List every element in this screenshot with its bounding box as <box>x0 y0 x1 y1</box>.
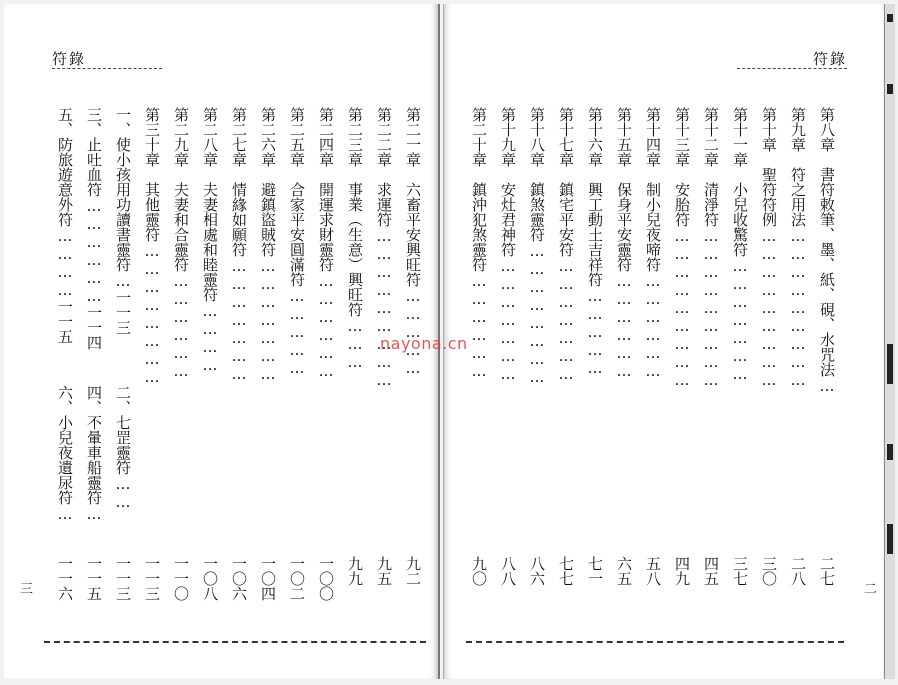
toc-entry <box>170 107 192 601</box>
toc-entry-page: 一一三 <box>114 556 132 601</box>
toc-entry-page: 七七 <box>557 556 575 586</box>
toc-entry-page: 九九 <box>346 556 364 586</box>
toc-entry-page: 四五 <box>702 556 720 586</box>
toc-entry <box>228 107 250 601</box>
toc-entry <box>787 107 809 586</box>
toc-entry-title: 五、防旅遊意外符…………一一五 <box>56 107 74 344</box>
toc-entry <box>199 107 221 601</box>
toc-entry-subtitle: 四、不暈車船靈符… <box>85 385 103 523</box>
toc-entry-page: 七一 <box>586 556 604 586</box>
toc-entry-title: 第二六章 避鎮盜賊符………………… <box>259 107 277 383</box>
toc-entry <box>758 107 780 586</box>
toc-entry-title: 第十章 聖符符例……………………… <box>760 107 778 389</box>
toc-entry <box>555 107 577 586</box>
toc-entry-title: 第十二章 清淨符……………………… <box>702 107 720 389</box>
toc-entry-title: 第二三章 事業（生意）興旺符……… <box>346 107 364 371</box>
toc-entry-title: 第十一章 小兒收驚符………………… <box>731 107 749 383</box>
left-page <box>4 4 440 679</box>
toc-entry-page: 八八 <box>499 556 517 586</box>
toc-entry <box>584 107 606 586</box>
toc-entry <box>112 107 134 601</box>
toc-entry-page: 一〇八 <box>201 556 219 601</box>
toc-entry-title: 第二十章 鎮沖犯煞靈符……………… <box>470 107 488 380</box>
toc-entry-page: 一〇四 <box>259 556 277 601</box>
toc-entry-title: 第十七章 鎮宅平安符………………… <box>557 107 575 383</box>
toc-entry-subtitle: 六、小兒夜遺尿符… <box>56 385 74 523</box>
toc-entry-page: 四九 <box>673 556 691 586</box>
toc-entry-page: 一一三 <box>143 556 161 601</box>
toc-entry-title: 第二四章 開運求財靈符……………… <box>317 107 335 380</box>
toc-entry <box>257 107 279 601</box>
toc-entry-page: 一〇六 <box>230 556 248 601</box>
toc-entry-title: 第二九章 夫妻和合靈符……………… <box>172 107 190 380</box>
toc-entry-title: 第三十章 其他靈符…………………… <box>143 107 161 386</box>
page-number: 二 <box>864 582 878 597</box>
toc-entry <box>642 107 664 586</box>
toc-entry <box>526 107 548 586</box>
toc-entry-title: 第十三章 安胎符……………………… <box>673 107 691 389</box>
toc-entry-title: 第二八章 夫妻相處和睦靈符………… <box>201 107 219 374</box>
toc-entry-title: 第二二章 求運符……………………… <box>375 107 393 389</box>
toc-entry-page: 一一五 <box>85 556 103 601</box>
toc-entry-title: 第十九章 安灶君神符………………… <box>499 107 517 383</box>
toc-entry-title: 第十八章 鎮煞靈符…………………… <box>528 107 546 386</box>
toc-entry-title: 第十六章 興工動土吉祥符…………… <box>586 107 604 377</box>
toc-entry-title: 第八章 書符敕筆、墨、紙、硯、水咒法… <box>818 107 836 395</box>
toc-entry-subtitle: 二、七罡靈符…… <box>114 385 132 511</box>
footer-rule <box>466 641 844 643</box>
header-rule <box>52 68 162 69</box>
toc-entry <box>315 107 337 601</box>
toc-entry-page: 五八 <box>644 556 662 586</box>
toc-entry-page: 三七 <box>731 556 749 586</box>
toc-entry <box>613 107 635 586</box>
toc-entry-page: 六五 <box>615 556 633 586</box>
toc-entry <box>83 107 105 601</box>
right-page <box>443 4 883 679</box>
toc-entry <box>671 107 693 586</box>
toc-entry-page: 九五 <box>375 556 393 586</box>
toc-entry-title: 第二一章 六畜平安興旺符…………… <box>404 107 422 377</box>
toc-entry-page: 一一〇 <box>172 556 190 601</box>
toc-entry-title: 第九章 符之用法……………………… <box>789 107 807 389</box>
toc-entry <box>700 107 722 586</box>
book-edge <box>884 4 895 679</box>
toc-entry <box>816 107 838 586</box>
toc-entry <box>497 107 519 586</box>
toc-entry-page: 一一六 <box>56 556 74 601</box>
toc-entry-page: 一〇二 <box>288 556 306 601</box>
page-number: 三 <box>20 582 34 597</box>
page-header: 符錄 <box>812 50 847 68</box>
toc-entry-page: 九二 <box>404 556 422 586</box>
toc-entry-title: 第十四章 制小兒夜啼符……………… <box>644 107 662 380</box>
toc-entry-page: 二八 <box>789 556 807 586</box>
watermark: nayona.cn <box>380 334 468 353</box>
footer-rule <box>44 641 426 643</box>
toc-entry <box>729 107 751 586</box>
toc-entry-page: 八六 <box>528 556 546 586</box>
toc-entry <box>54 107 76 601</box>
toc-entry-page: 二七 <box>818 556 836 586</box>
toc-entry-title: 一、使小孩用功讀書靈符…一一三 <box>114 107 132 335</box>
header-rule <box>737 68 847 69</box>
toc-entry-title: 第十五章 保身平安靈符……………… <box>615 107 633 380</box>
toc-entry-title: 三、止吐血符………………一一四 <box>85 107 103 350</box>
toc-entry-page: 九〇 <box>470 556 488 586</box>
toc-entry-title: 第二七章 情緣如願符………………… <box>230 107 248 383</box>
toc-entry <box>286 107 308 601</box>
toc-entry-title: 第二五章 合家平安圓滿符…………… <box>288 107 306 377</box>
toc-entry <box>468 107 490 586</box>
toc-entry <box>141 107 163 601</box>
page-header: 符錄 <box>52 50 87 68</box>
toc-entry-page: 三〇 <box>760 556 778 586</box>
toc-entry-page: 一〇〇 <box>317 556 335 601</box>
toc-entry <box>344 107 366 586</box>
